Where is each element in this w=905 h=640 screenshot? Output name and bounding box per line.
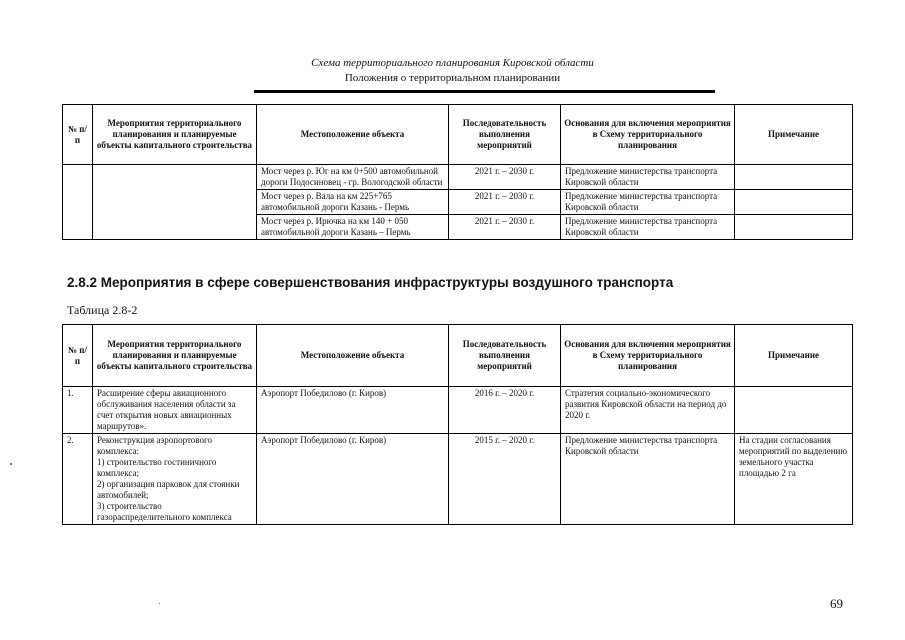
document-title: Схема территориального планирования Кировской области: [311, 57, 594, 69]
cell-note: [735, 387, 853, 434]
page-number: 69: [830, 596, 843, 611]
document-subtitle: Положения о территориальном планировании: [344, 72, 561, 84]
cell-basis: Стратегия социально-экономического развития Кировской области на период до 2020 г.: [561, 387, 735, 434]
cell-location: Мост через р. Юг на км 0+500 автомобильной дороги Подосиновец - гр. Вологодской области: [257, 165, 449, 190]
cell-period: 2015 г. – 2020 г.: [449, 434, 561, 525]
cell-note: [735, 215, 853, 240]
table-row: [63, 165, 853, 190]
col-header-basis: Основания для включения мероприятия в Схему территориального планирования: [561, 105, 735, 165]
cell-basis: Предложение министерства транспорта Кировской области: [561, 165, 735, 190]
cell-note: На стадии согласования мероприятий по выделению земельного участка площадью 2 га: [735, 434, 853, 525]
cell-event: Реконструкция аэропортового комплекса: 1) строительство гостиничного комплекса; 2) организация парковок для стоянки автомобилей; 3) строительство газораспределительного комплекса: [93, 434, 257, 525]
col-header-note: Примечание: [735, 105, 853, 165]
col-header-number: № п/п: [63, 325, 93, 387]
cell-number: 2.: [63, 434, 93, 525]
cell-period: 2016 г. – 2020 г.: [449, 387, 561, 434]
cell-location: Аэропорт Победилово (г. Киров): [257, 434, 449, 525]
table-header-row: [63, 325, 853, 387]
bridges-table: [62, 104, 853, 240]
table-row: [63, 434, 853, 525]
cell-number: 1.: [63, 387, 93, 434]
cell-location: Мост через р. Ирючка на км 140 + 050 автомобильной дороги Казань – Пермь: [257, 215, 449, 240]
col-header-note: Примечание: [735, 325, 853, 387]
cell-note: [735, 165, 853, 190]
section-heading: 2.8.2 Мероприятия в сфере совершенствования инфраструктуры воздушного транспорта: [67, 275, 674, 290]
col-header-event: Мероприятия территориального планирования и планируемые объекты капитального строительства: [93, 325, 257, 387]
cell-event: Расширение сферы авиационного обслуживания населения области за счет открытия новых авиационных маршрутов».: [93, 387, 257, 434]
cell-period: 2021 г. – 2030 г.: [449, 215, 561, 240]
table-row: [63, 387, 853, 434]
cell-location: Мост через р. Вала на км 225+765 автомобильной дороги Казань - Пермь: [257, 190, 449, 215]
col-header-period: Последовательность выполнения мероприятий: [449, 105, 561, 165]
col-header-period: Последовательность выполнения мероприятий: [449, 325, 561, 387]
cell-basis: Предложение министерства транспорта Кировской области: [561, 190, 735, 215]
scan-speck: [159, 603, 160, 604]
cell-basis: Предложение министерства транспорта Кировской области: [561, 215, 735, 240]
cell-number: [63, 165, 93, 240]
cell-period: 2021 г. – 2030 г.: [449, 165, 561, 190]
col-header-location: Местоположение объекта: [257, 105, 449, 165]
cell-location: Аэропорт Победилово (г. Киров): [257, 387, 449, 434]
air-transport-table: [62, 324, 853, 525]
table-header-row: [63, 105, 853, 165]
cell-note: [735, 190, 853, 215]
cell-event: [93, 165, 257, 240]
header-rule: [254, 90, 715, 93]
col-header-number: № п/п: [63, 105, 93, 165]
running-header: [0, 56, 905, 85]
col-header-location: Местоположение объекта: [257, 325, 449, 387]
col-header-basis: Основания для включения мероприятия в Схему территориального планирования: [561, 325, 735, 387]
col-header-event: Мероприятия территориального планирования и планируемые объекты капитального строительства: [93, 105, 257, 165]
cell-basis: Предложение министерства транспорта Кировской области: [561, 434, 735, 525]
table-caption: Таблица 2.8-2: [67, 303, 138, 317]
cell-period: 2021 г. – 2030 г.: [449, 190, 561, 215]
scan-speck: [10, 463, 12, 465]
